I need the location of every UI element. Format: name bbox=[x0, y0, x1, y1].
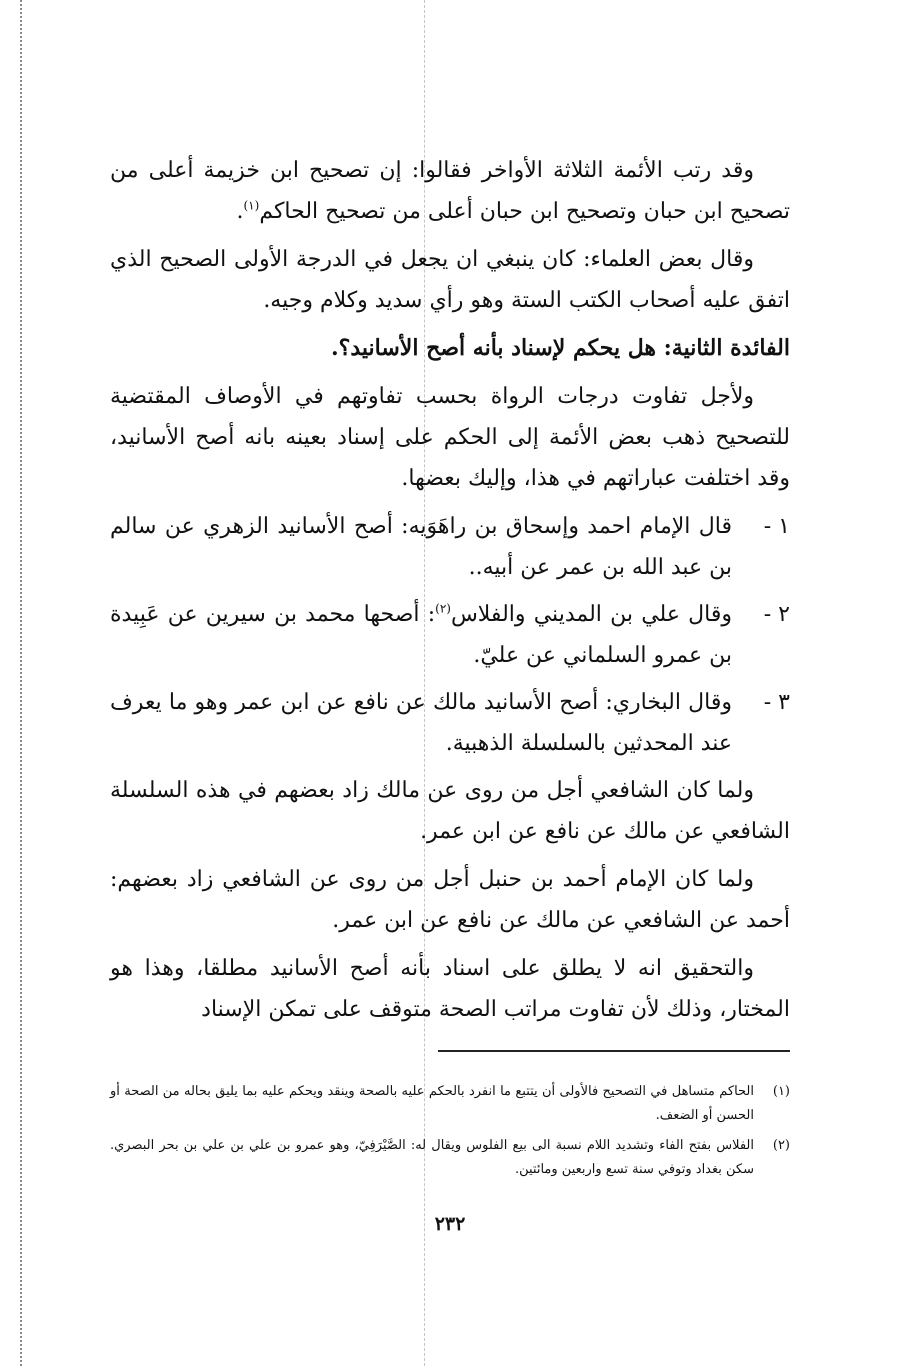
footnote bbox=[110, 1080, 790, 1128]
paragraph-scholars-opinion: وقال بعض العلماء: كان ينبغي ان يجعل في الدرجة الأولى الصحيح الذي اتفق عليه أصحاب الكتب الستة وهو رأي سديد وكلام وجيه. bbox=[110, 247, 790, 313]
list-item-number: ٣ - bbox=[763, 690, 790, 715]
footnote-separator bbox=[438, 1050, 790, 1052]
page-number: ٢٣٢ bbox=[434, 1213, 466, 1235]
section-heading: الفائدة الثانية: هل يحكم لإسناد بأنه أصح الأسانيد؟. bbox=[331, 335, 790, 361]
list-item bbox=[110, 506, 790, 588]
list-item bbox=[110, 682, 790, 764]
footnote-text: الحاكم متساهل في التصحيح فالأولى أن يتتبع ما انفرد بالحكم عليه بالصحة وينقد ويحكم عليه بما يليق بحاله من الصحة أو الحسن أو الضعف. bbox=[110, 1084, 754, 1123]
paragraph-shafii: ولما كان الشافعي أجل من روى عن مالك زاد بعضهم في هذه السلسلة الشافعي عن مالك عن نافع عن ابن عمر. bbox=[110, 778, 790, 844]
paragraph-conclusion: والتحقيق انه لا يطلق على اسناد بأنه أصح الأسانيد مطلقا، وهذا هو المختار، وذلك لأن تفاوت مراتب الصحة متوقف على تمكن الإسناد bbox=[110, 956, 790, 1022]
scan-edge-dots bbox=[20, 0, 22, 1366]
paragraph-ahmad: ولما كان الإمام أحمد بن حنبل أجل من روى عن الشافعي زاد بعضهم: أحمد عن الشافعي عن مالك عن نافع عن ابن عمر. bbox=[110, 867, 790, 933]
paragraph-narrators: ولأجل تفاوت درجات الرواة بحسب تفاوتهم في الأوصاف المقتضية للتصحيح ذهب بعض الأئمة إلى الحكم على إسناد بعينه بانه أصح الأسانيد، وقد اختلفت عباراتهم في هذا، وإليك بعضها. bbox=[110, 384, 790, 491]
list-item-text: وقال البخاري: أصح الأسانيد مالك عن نافع عن ابن عمر وهو ما يعرف عند المحدثين بالسلسلة الذهبية. bbox=[110, 690, 732, 756]
paragraph-ranking: وقد رتب الأئمة الثلاثة الأواخر فقالوا: إن تصحيح ابن خزيمة أعلى من تصحيح ابن حبان وتصحيح ابن حبان أعلى من تصحيح الحاكم$^{(١)}$. bbox=[110, 158, 790, 224]
list-item bbox=[110, 594, 790, 676]
list-item-number: ١ - bbox=[763, 514, 790, 539]
footnote-number: (١) bbox=[772, 1084, 790, 1099]
book-page bbox=[110, 150, 790, 1270]
list-item-text: قال الإمام احمد وإسحاق بن راهَوَيه: أصح الأسانيد الزهري عن سالم بن عبد الله بن عمر عن أبيه.. bbox=[110, 514, 732, 580]
footnote-text: الفلاس بفتح الفاء وتشديد اللام نسبة الى بيع الفلوس ويقال له: الصَّيْرَفِيّ، وهو عمرو بن علي بن علي بن بحر البصري. سكن بغداد وتوفي سنة تسع واربعين ومائتين. bbox=[110, 1138, 754, 1177]
footnote-ref-1[interactable]: (١) bbox=[243, 198, 260, 213]
footnote bbox=[110, 1134, 790, 1182]
footnote-ref-2[interactable]: (٢) bbox=[435, 601, 451, 616]
footnote-number: (٢) bbox=[772, 1138, 790, 1153]
list-item-number: ٢ - bbox=[763, 602, 790, 627]
list-item-text: وقال علي بن المديني والفلاس$^{(٢)}$: أصحها محمد بن سيرين عن عَبِيدة بن عمرو السلماني عن عليّ. bbox=[110, 601, 733, 668]
